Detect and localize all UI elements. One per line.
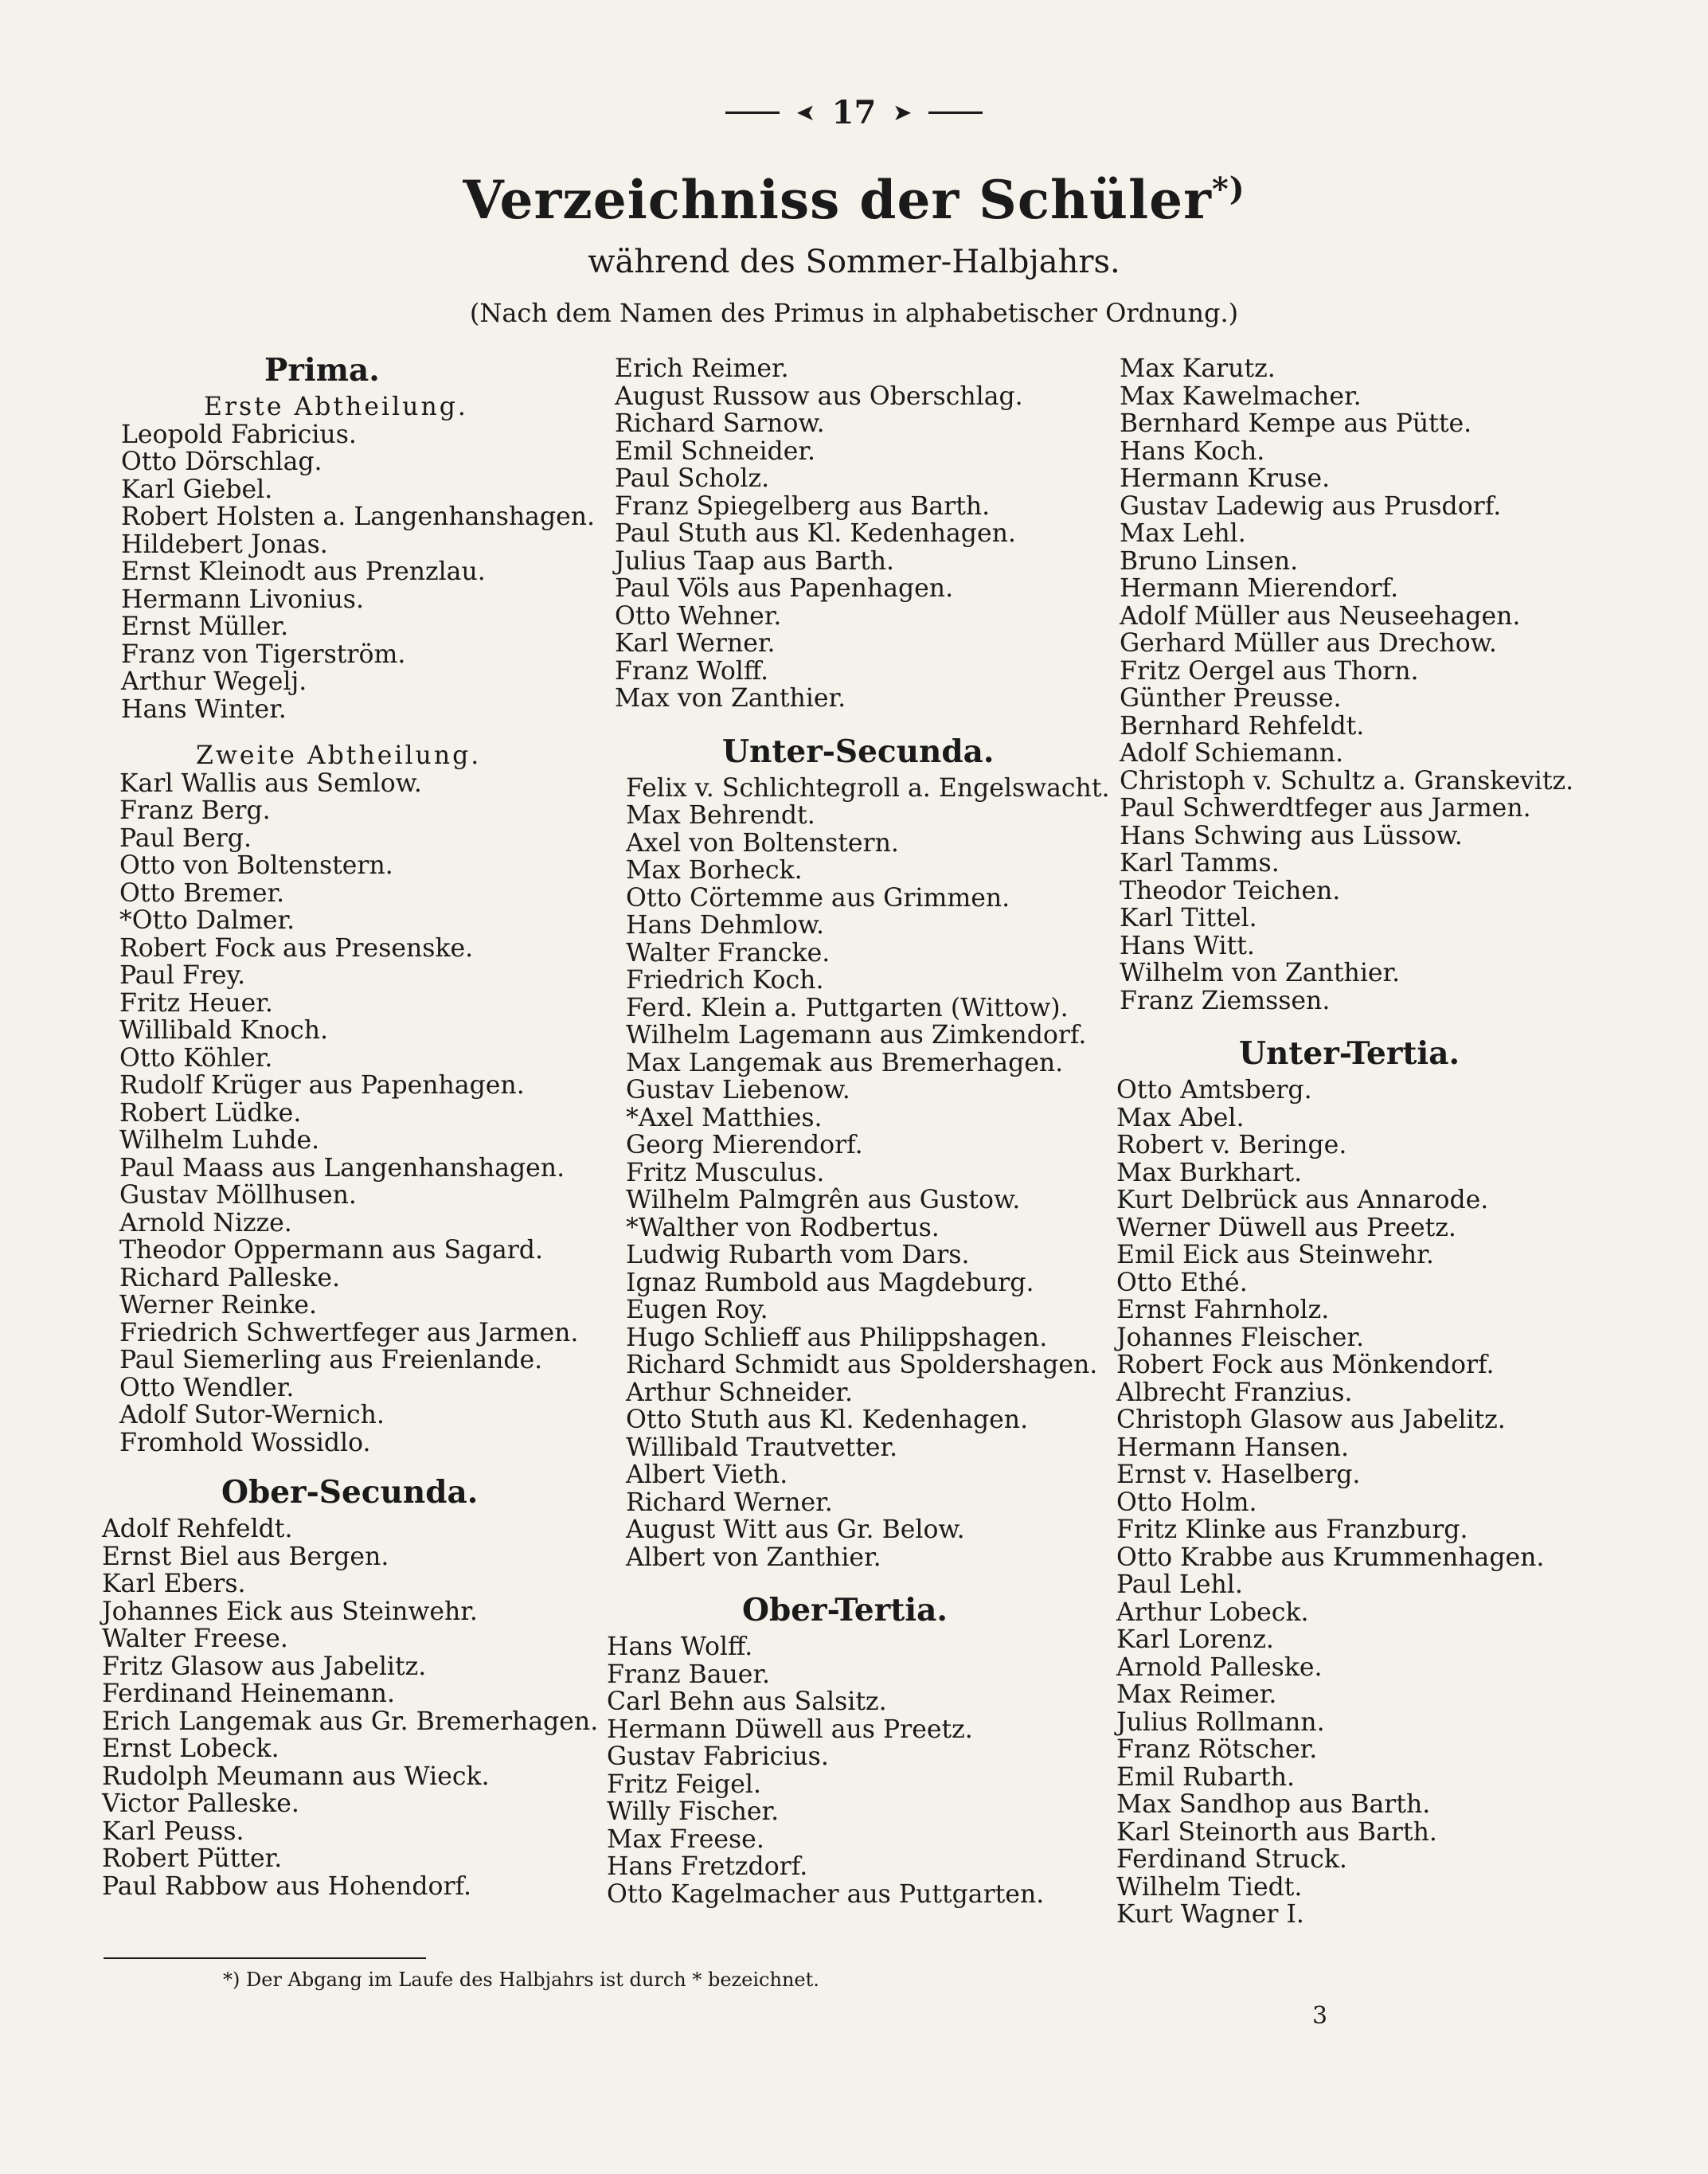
student-name: Wilhelm Palmgrên aus Gustow. [626,1186,1021,1214]
header-rule-right [928,111,983,114]
student-name: Arthur Wegelj. [121,667,307,696]
student-name: Ferdinand Heinemann. [102,1679,395,1708]
student-name: Gustav Ladewig aus Prusdorf. [1120,491,1502,521]
student-name: Adolf Sutor-Wernich. [119,1401,385,1429]
student-name: Max Borheck. [626,856,803,885]
student-name: Walter Freese. [102,1625,288,1653]
class-heading: Unter-Tertia. [1239,1035,1460,1072]
student-name: Victor Palleske. [102,1789,299,1818]
student-name: Ernst Lobeck. [102,1734,279,1763]
student-name: Gustav Liebenow. [626,1076,850,1105]
student-name: Rudolf Krüger aus Papenhagen. [119,1071,525,1100]
student-name: Fritz Oergel aus Thorn. [1120,656,1419,686]
student-name: Ernst Müller. [121,612,289,641]
student-name: Hans Wolff. [607,1632,753,1661]
student-name: Franz Spiegelberg aus Barth. [615,491,991,521]
student-name: Max Lehl. [1120,519,1246,548]
student-name: Arnold Nizze. [119,1208,292,1238]
student-name: Paul Maass aus Langenhanshagen. [119,1153,565,1183]
student-name: Ernst Kleinodt aus Prenzlau. [121,557,486,586]
student-name: Fritz Feigel. [607,1769,761,1799]
student-name: Paul Lehl. [1116,1570,1243,1599]
student-name: Carl Behn aus Salsitz. [607,1687,887,1716]
column-left [102,350,612,1900]
student-name: Willibald Knoch. [119,1016,329,1045]
student-name: Hermann Mierendorf. [1120,574,1399,603]
student-name: Hildebert Jonas. [121,530,328,559]
student-name: Adolf Rehfeldt. [102,1515,293,1543]
ordering-note: (Nach dem Namen des Primus in alphabetischer Ordnung.) [469,298,1239,328]
student-name: Otto Wendler. [119,1373,295,1402]
student-name: Hans Fretzdorf. [607,1852,808,1881]
student-name: Otto Stuth aus Kl. Kedenhagen. [626,1406,1029,1434]
student-name: Otto Dörschlag. [121,448,322,476]
student-name: Robert v. Beringe. [1116,1131,1347,1159]
student-name: Fromhold Wossidlo. [119,1428,371,1457]
student-name: Karl Peuss. [102,1816,244,1846]
signature-mark: 3 [1312,2002,1328,2030]
student-name: Max Reimer. [1116,1680,1277,1709]
student-name: Karl Lorenz. [1116,1625,1274,1654]
student-name: Richard Werner. [626,1488,833,1517]
student-name: Wilhelm Luhde. [119,1126,320,1155]
student-name: Christoph Glasow aus Jabelitz. [1116,1406,1506,1434]
student-name: Gerhard Müller aus Drechow. [1120,629,1497,658]
column-right [1112,355,1621,1929]
student-name: Ignaz Rumbold aus Magdeburg. [626,1268,1034,1297]
student-name: Hermann Hansen. [1116,1433,1350,1462]
student-name: Emil Eick aus Steinwehr. [1116,1241,1434,1269]
student-name: Johannes Fleischer. [1116,1323,1365,1352]
student-name: Karl Giebel. [121,475,273,504]
student-name: Richard Schmidt aus Spoldershagen. [626,1351,1098,1379]
student-name: Felix v. Schlichtegroll a. Engelswacht. [626,773,1110,803]
student-name: Max Langemak aus Bremerhagen. [626,1048,1064,1077]
student-name: Otto Bremer. [119,878,285,908]
student-name: Otto Wehner. [615,601,782,631]
student-name: Bruno Linsen. [1120,546,1299,576]
student-name: Albrecht Franzius. [1116,1378,1353,1407]
student-name: Paul Stuth aus Kl. Kedenhagen. [615,519,1016,548]
arrow-left-icon: ➤ [796,100,815,125]
student-name: Franz von Tigerström. [121,639,406,669]
student-name: Otto Köhler. [119,1043,273,1073]
student-name: Max von Zanthier. [615,684,846,713]
student-name: Franz Ziemssen. [1120,986,1331,1015]
student-name: Hermann Livonius. [121,585,364,614]
student-name: Otto Cörtemme aus Grimmen. [626,883,1010,913]
student-name: Otto Krabbe aus Krummenhagen. [1116,1543,1545,1572]
student-name: Julius Rollmann. [1116,1707,1325,1737]
student-name: Theodor Teichen. [1120,876,1341,905]
student-name: Emil Schneider. [615,436,815,466]
class-heading: Ober-Secunda. [221,1474,479,1511]
student-name: Fritz Klinke aus Franzburg. [1116,1515,1468,1544]
student-name: Max Burkhart. [1116,1158,1303,1187]
student-name: Hans Schwing aus Lüssow. [1120,821,1463,850]
student-name: August Witt aus Gr. Below. [626,1515,965,1544]
student-name: Erich Langemak aus Gr. Bremerhagen. [102,1707,599,1736]
student-name: Franz Wolff. [615,656,769,686]
student-name: Otto Kagelmacher aus Puttgarten. [607,1879,1045,1909]
student-name: Robert Lüdke. [119,1098,302,1128]
student-name: Arthur Schneider. [626,1378,854,1407]
student-name: Hans Winter. [121,694,287,724]
title-footnote-mark: *) [1211,170,1245,208]
student-name: Robert Pütter. [102,1844,283,1873]
student-name: Paul Frey. [119,961,246,990]
student-name: Richard Palleske. [119,1263,340,1292]
student-name: Max Karutz. [1120,354,1276,383]
student-name: Max Freese. [607,1824,764,1854]
student-name: Robert Holsten a. Langenhanshagen. [121,502,596,531]
student-name: Hans Witt. [1120,931,1255,960]
student-name: Kurt Wagner I. [1116,1900,1304,1929]
class-heading: Prima. [264,352,380,389]
division-heading: Erste Abtheilung. [204,393,468,421]
student-name: Wilhelm Tiedt. [1116,1872,1303,1902]
student-name: Hans Dehmlow. [626,911,825,940]
student-name: Ernst Biel aus Bergen. [102,1542,389,1571]
student-name: Max Sandhop aus Barth. [1116,1790,1431,1819]
student-name: Eugen Roy. [626,1296,768,1324]
student-name: Karl Wallis aus Semlow. [119,768,422,798]
class-heading: Ober-Tertia. [742,1592,948,1629]
student-name: Theodor Oppermann aus Sagard. [119,1236,543,1265]
student-name: Friedrich Koch. [626,966,824,995]
student-name: Willibald Trautvetter. [626,1433,898,1462]
header-rule-left [725,111,780,114]
student-name: Albert Vieth. [626,1460,788,1489]
student-name: Hugo Schlieff aus Philippshagen. [626,1323,1048,1352]
student-name: Kurt Delbrück aus Annarode. [1116,1186,1489,1214]
subtitle: während des Sommer-Halbjahrs. [588,244,1120,280]
student-name: Julius Taap aus Barth. [615,546,895,576]
column-middle [607,355,1116,1908]
arrow-right-icon: ➤ [893,100,912,125]
page-number: 17 [831,94,877,131]
student-name: Paul Schwerdtfeger aus Jarmen. [1120,794,1531,823]
student-name: Paul Siemerling aus Freienlande. [119,1346,543,1374]
student-name: Adolf Schiemann. [1120,739,1344,768]
student-name: Leopold Fabricius. [121,420,357,449]
student-name: Johannes Eick aus Steinwehr. [102,1597,478,1626]
student-name: Willy Fischer. [607,1797,780,1826]
student-name: Paul Völs aus Papenhagen. [615,574,954,603]
student-name: Otto Amtsberg. [1116,1076,1312,1105]
student-name: Max Behrendt. [626,801,815,830]
student-name: Arthur Lobeck. [1116,1597,1309,1627]
student-name: Franz Bauer. [607,1660,771,1689]
student-name: Bernhard Rehfeldt. [1120,711,1365,741]
student-name: Gustav Fabricius. [607,1742,829,1771]
student-name: Otto Holm. [1116,1488,1257,1517]
student-name: Richard Sarnow. [615,409,825,438]
page-title [0,169,1708,231]
student-name: Fritz Glasow aus Jabelitz. [102,1652,427,1681]
student-name: August Russow aus Oberschlag. [615,381,1023,411]
student-name: Karl Tamms. [1120,849,1280,878]
student-name: Karl Werner. [615,629,776,658]
student-name: Wilhelm Lagemann aus Zimkendorf. [626,1021,1087,1050]
student-name: Gustav Möllhusen. [119,1181,357,1210]
student-name: Werner Reinke. [119,1291,317,1320]
student-name: Walter Francke. [626,938,831,968]
student-name: Paul Berg. [119,823,252,853]
student-name: Fritz Musculus. [626,1158,825,1187]
class-heading: Unter-Secunda. [722,733,995,770]
student-name: Karl Ebers. [102,1570,246,1598]
footnote-rule [104,1957,426,1959]
student-name: Fritz Heuer. [119,988,273,1018]
student-name: Erich Reimer. [615,354,789,383]
student-name: Ludwig Rubarth vom Dars. [626,1241,970,1269]
student-name: Ferd. Klein a. Puttgarten (Wittow). [626,993,1069,1022]
student-name: Georg Mierendorf. [626,1131,863,1159]
student-name: Emil Rubarth. [1116,1762,1295,1792]
student-name: Robert Fock aus Presenske. [119,933,474,963]
student-name: Bernhard Kempe aus Pütte. [1120,409,1472,438]
page-header [0,94,1708,131]
title-text: Verzeichniss der Schüler [463,169,1212,231]
student-name: Paul Rabbow aus Hohendorf. [102,1871,472,1901]
student-name: *Axel Matthies. [626,1103,823,1132]
student-name: Ernst v. Haselberg. [1116,1460,1361,1489]
footnote: *) Der Abgang im Laufe des Halbjahrs ist durch * bezeichnet. [223,1969,819,1991]
student-name: Franz Rötscher. [1116,1735,1318,1764]
student-name: Günther Preusse. [1120,684,1342,713]
student-name: Axel von Boltenstern. [626,828,899,858]
student-name: *Walther von Rodbertus. [626,1213,940,1242]
student-name: *Otto Dalmer. [119,906,295,935]
student-name: Otto Ethé. [1116,1268,1248,1297]
student-name: Hermann Kruse. [1120,464,1331,493]
student-name: Werner Düwell aus Preetz. [1116,1213,1456,1242]
student-name: Rudolph Meumann aus Wieck. [102,1761,490,1791]
student-name: Max Abel. [1116,1103,1245,1132]
student-name: Arnold Palleske. [1116,1652,1323,1682]
student-name: Ernst Fahrnholz. [1116,1296,1330,1324]
student-name: Wilhelm von Zanthier. [1120,959,1401,987]
student-name: Friedrich Schwertfeger aus Jarmen. [119,1318,579,1347]
division-heading: Zweite Abtheilung. [196,741,482,770]
student-name: Christoph v. Schultz a. Granskevitz. [1120,766,1574,796]
student-name: Adolf Müller aus Neuseehagen. [1120,601,1521,631]
student-name: Robert Fock aus Mönkendorf. [1116,1351,1495,1379]
student-name: Karl Steinorth aus Barth. [1116,1817,1437,1847]
student-name: Hans Koch. [1120,436,1265,466]
student-name: Otto von Boltenstern. [119,851,393,880]
student-name: Ferdinand Struck. [1116,1845,1347,1874]
student-name: Hermann Düwell aus Preetz. [607,1715,973,1744]
student-name: Franz Berg. [119,796,271,825]
student-name: Albert von Zanthier. [626,1543,881,1572]
student-name: Karl Tittel. [1120,904,1257,933]
student-name: Max Kawelmacher. [1120,381,1362,411]
student-name: Paul Scholz. [615,464,770,493]
